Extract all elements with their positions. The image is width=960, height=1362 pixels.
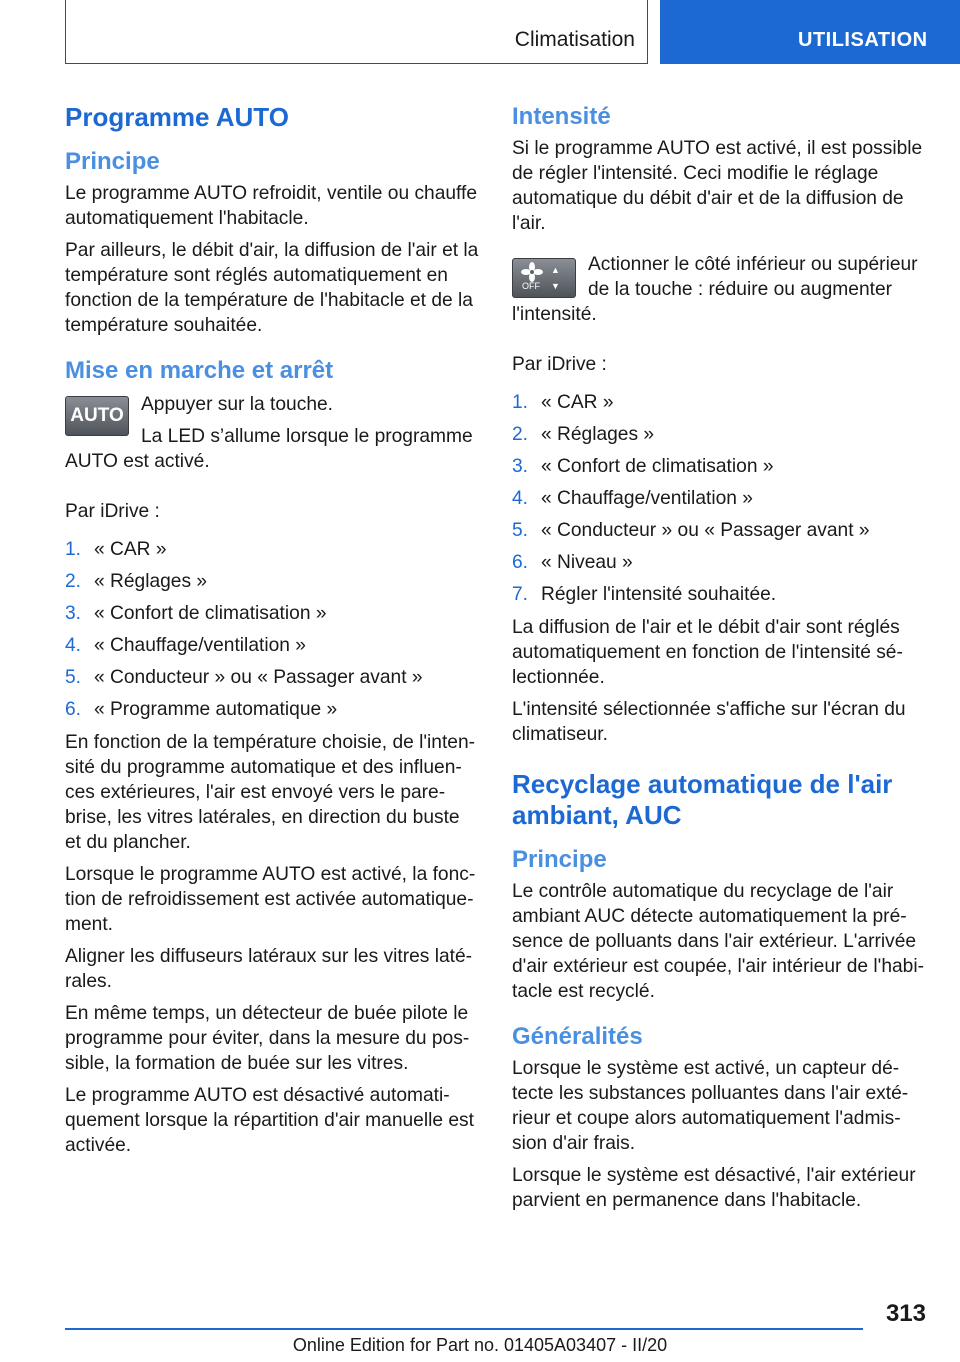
fan-icon	[521, 262, 543, 282]
list-item	[65, 694, 479, 726]
paragraph: La LED s’allume lorsque le programme AUTO est activé.	[65, 426, 473, 472]
paragraph: La diffusion de l'air et le débit d'air sont réglés automatiquement en fonction de l'intensité sélectionnée.	[512, 617, 903, 688]
auto-button-row	[65, 390, 479, 481]
paragraph: Actionner le côté inférieur ou supérieur de la touche : réduire ou augmenter l'intensité.	[512, 254, 918, 325]
list-item-text: « Niveau »	[541, 552, 633, 573]
paragraph: Lorsque le système est activé, un capteur détecte les substances polluantes dans l'air extérieur et coupe alors automatiquement l'admission d'air frais.	[512, 1058, 909, 1154]
list-item-text: « Chauffage/ventilation »	[94, 635, 306, 656]
heading-programme-auto: Programme AUTO	[65, 102, 289, 132]
edition-footer: Online Edition for Part no. 01405A03407 - II/20	[292, 1335, 668, 1355]
heading-intensite: Intensité	[512, 103, 611, 130]
list-item-number: 3.	[65, 603, 82, 624]
list-item	[512, 515, 924, 547]
arrow-down-icon: ▼	[551, 281, 560, 291]
paragraph: Le programme AUTO est désactivé automatiquement lorsque la répartition d'air manuelle est activée.	[65, 1085, 474, 1156]
page-number: 313	[885, 1300, 926, 1327]
paragraph: Le contrôle automatique du recyclage de l'air ambiant AUC détecte automatiquement la présence de polluants dans l'air extérieur. L'arrivée d'air extérieur est coupée, l'air intérieur de l'habitacle est recyclé.	[512, 881, 925, 1002]
list-item-number: 5.	[512, 520, 529, 541]
list-item	[512, 387, 924, 419]
list-item	[512, 547, 924, 579]
header-box	[65, 0, 648, 64]
paragraph: Appuyer sur la touche.	[141, 394, 333, 415]
chapter-tab: UTILISATION	[660, 0, 960, 64]
paragraph: En fonction de la température choisie, de l'intensité du programme automatique et des influences extérieures, l'air est envoyé vers le pare-brise, les vitres latérales, en direction du buste et du plancher.	[65, 732, 476, 853]
heading-principe: Principe	[65, 148, 160, 175]
paragraph: L'intensité sélectionnée s'affiche sur l'écran du climatiseur.	[512, 699, 906, 745]
list-item-text: « Chauffage/ventilation »	[541, 488, 753, 509]
paragraph: En même temps, un détecteur de buée pilote le programme pour éviter, dans la mesure du possible, la formation de buée sur les vitres.	[65, 1003, 470, 1074]
list-item-number: 1.	[65, 539, 82, 560]
list-item-text: « Confort de climatisation »	[94, 603, 327, 624]
list-item	[65, 598, 479, 630]
list-item-number: 7.	[512, 584, 529, 605]
list-item	[65, 566, 479, 598]
list-item-text: « Conducteur » ou « Passager avant »	[541, 520, 870, 541]
paragraph: Lorsque le système est désactivé, l'air extérieur parvient en permanence dans l'habitacle.	[512, 1165, 916, 1211]
list-item-text: « Confort de climatisation »	[541, 456, 774, 477]
section-title: Climatisation	[514, 28, 635, 51]
heading-generalites: Généralités	[512, 1023, 643, 1050]
list-item	[512, 579, 924, 611]
list-item	[65, 662, 479, 694]
footer-divider	[65, 1328, 863, 1330]
list-item	[512, 419, 924, 451]
paragraph: Si le programme AUTO est activé, il est possible de régler l'intensité. Ceci modifie le réglage automatique du débit d'air et de la diffusion de l'air.	[512, 138, 923, 234]
list-item-text: « Conducteur » ou « Passager avant »	[94, 667, 423, 688]
left-column	[65, 102, 479, 1165]
list-item-number: 3.	[512, 456, 529, 477]
list-item	[512, 483, 924, 515]
list-item-text: « Programme automatique »	[94, 699, 338, 720]
heading-principe: Principe	[512, 846, 607, 873]
list-item-number: 4.	[65, 635, 82, 656]
list-item-number: 2.	[512, 424, 529, 445]
paragraph: Le programme AUTO refroidit, ventile ou chauffe automatiquement l'habitacle.	[65, 183, 478, 229]
steps-list	[512, 387, 924, 611]
list-item	[65, 534, 479, 566]
off-label: OFF	[522, 281, 540, 291]
list-item-number: 4.	[512, 488, 529, 509]
list-item-text: « Réglages »	[94, 571, 208, 592]
heading-recyclage-auc: Recyclage automatique de l'air ambiant, AUC	[512, 769, 893, 830]
heading-mise-en-marche: Mise en marche et arrêt	[65, 357, 334, 384]
fan-button-row	[512, 252, 924, 334]
arrow-up-icon: ▲	[551, 265, 560, 275]
list-item-number: 6.	[512, 552, 529, 573]
list-item-text: Régler l'intensité souhaitée.	[541, 584, 777, 605]
right-column	[512, 102, 924, 1220]
list-item-number: 6.	[65, 699, 82, 720]
fan-intensity-icon	[512, 258, 576, 298]
list-item-text: « CAR »	[541, 392, 614, 413]
list-item-number: 1.	[512, 392, 529, 413]
paragraph: Par ailleurs, le débit d'air, la diffusion de l'air et la température sont réglés automatiquement en fonction de la température de l'habitacle et de la température souhaitée.	[65, 240, 479, 336]
auto-button-icon: AUTO	[65, 396, 129, 436]
idrive-label: Par iDrive :	[65, 501, 160, 522]
paragraph: Lorsque le programme AUTO est activé, la fonction de refroidissement est activée automatiquement.	[65, 864, 476, 935]
paragraph: Aligner les diffuseurs latéraux sur les vitres latérales.	[65, 946, 473, 992]
idrive-label: Par iDrive :	[512, 354, 607, 375]
steps-list	[65, 534, 479, 726]
list-item-number: 5.	[65, 667, 82, 688]
list-item	[65, 630, 479, 662]
list-item-text: « CAR »	[94, 539, 167, 560]
list-item-number: 2.	[65, 571, 82, 592]
list-item	[512, 451, 924, 483]
list-item-text: « Réglages »	[541, 424, 655, 445]
